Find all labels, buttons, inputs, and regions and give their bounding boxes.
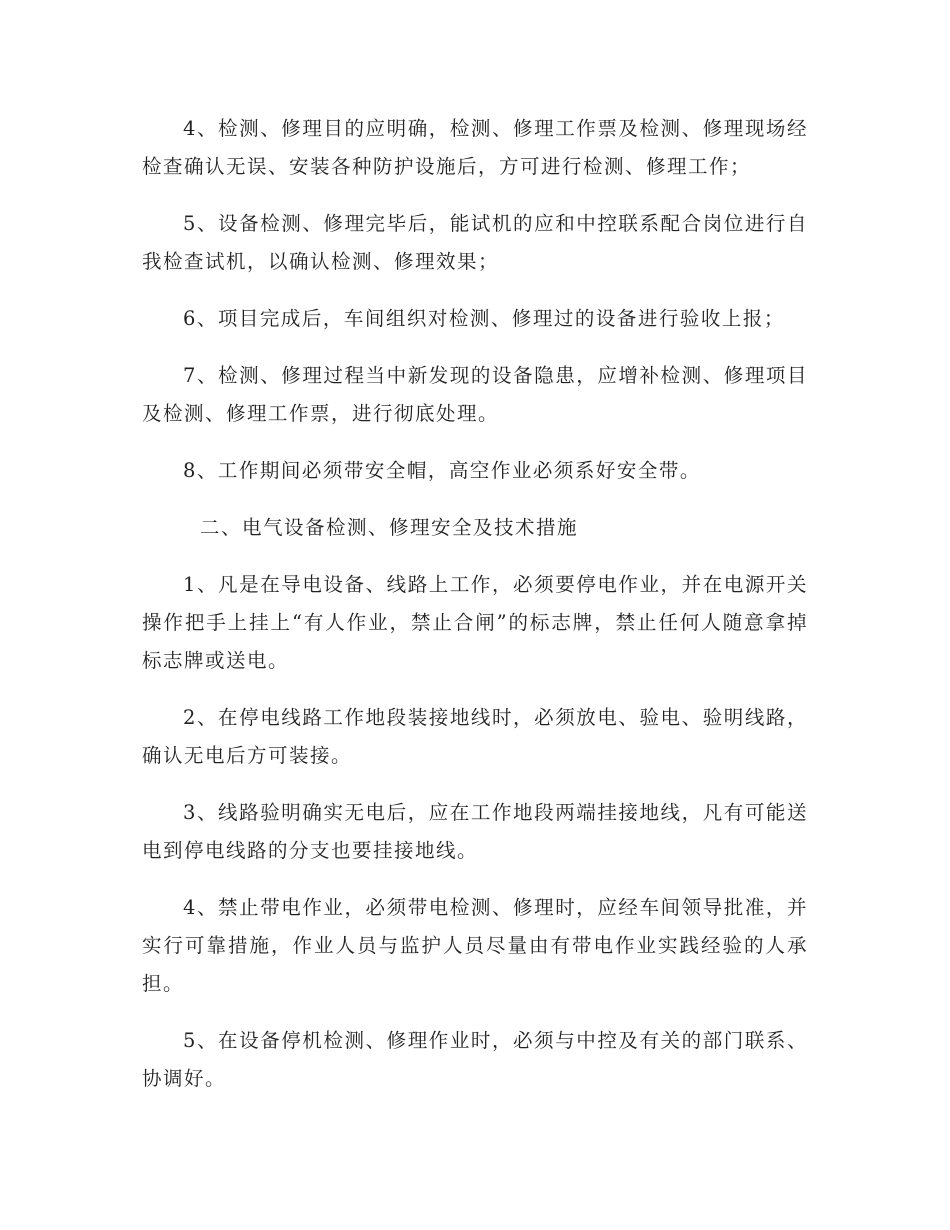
paragraph-8-safety-gear: 8、工作期间必须带安全帽，高空作业必须系好安全带。 xyxy=(183,459,701,482)
section-paragraph-3-ground-both-ends: 3、线路验明确实无电后，应在工作地段两端挂接地线，凡有可能送电到停电线路的分支也要挂接地线。 xyxy=(142,801,808,862)
section-paragraph-1-power-off: 1、凡是在导电设备、线路上工作，必须要停电作业，并在电源开关操作把手上挂上“有人作业，禁止合闸”的标志牌，禁止任何人随意拿掉标志牌或送电。 xyxy=(142,573,808,672)
section-paragraph-5-coordination: 5、在设备停机检测、修理作业时，必须与中控及有关的部门联系、协调好。 xyxy=(142,1029,808,1090)
paragraph-6-acceptance: 6、项目完成后，车间组织对检测、修理过的设备进行验收上报； xyxy=(183,307,785,330)
section-heading-electrical: 二、电气设备检测、修理安全及技术措施 xyxy=(200,516,579,539)
document-body xyxy=(142,110,808,1117)
section-paragraph-4-live-work: 4、禁止带电作业，必须带电检测、修理时，应经车间领导批准，并实行可靠措施，作业人员与监护人员尽量由有带电作业实践经验的人承担。 xyxy=(142,896,808,995)
paragraph-5-test-run: 5、设备检测、修理完毕后，能试机的应和中控联系配合岗位进行自我检查试机，以确认检测、修理效果； xyxy=(142,212,808,273)
paragraph-7-hidden-hazards: 7、检测、修理过程当中新发现的设备隐患，应增补检测、修理项目及检测、修理工作票，进行彻底处理。 xyxy=(142,364,808,425)
paragraph-4-inspection-purpose: 4、检测、修理目的应明确，检测、修理工作票及检测、修理现场经检查确认无误、安装各种防护设施后，方可进行检测、修理工作； xyxy=(142,117,808,178)
section-paragraph-2-grounding: 2、在停电线路工作地段装接地线时，必须放电、验电、验明线路，确认无电后方可装接。 xyxy=(142,706,808,767)
